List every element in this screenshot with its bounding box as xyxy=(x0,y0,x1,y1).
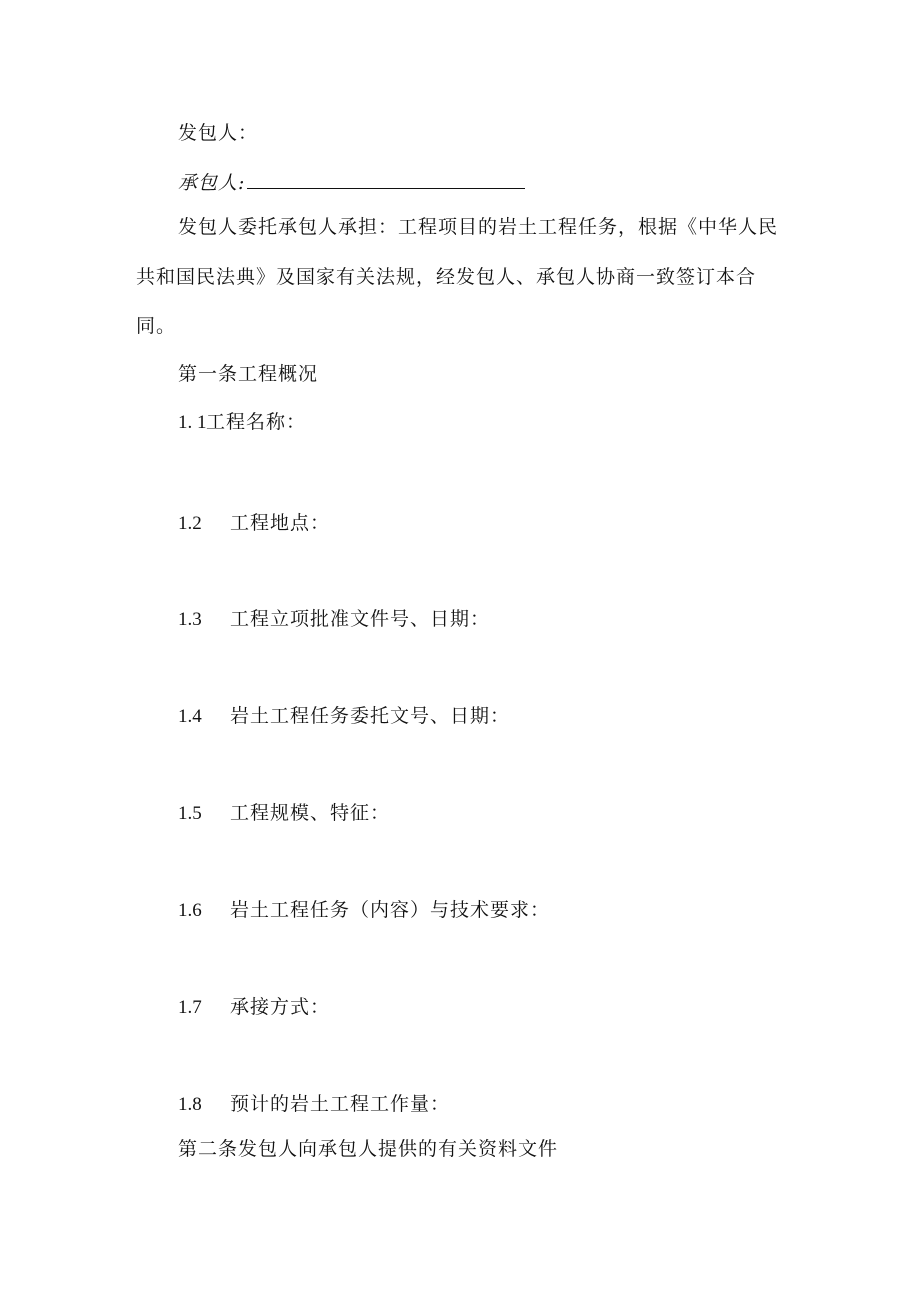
item-number: 1.3 xyxy=(178,609,202,630)
contractor-line xyxy=(178,168,525,196)
item-number: 1. 1 xyxy=(178,412,207,433)
item-number: 1.2 xyxy=(178,513,202,534)
article-2-title: 第二条发包人向承包人提供的有关资料文件 xyxy=(178,1138,559,1160)
intro-line-1: 发包人委托承包人承担：工程项目的岩土工程任务，根据《中华人民 xyxy=(178,216,779,238)
item-number: 1.5 xyxy=(178,803,202,824)
article-1-title: 第一条工程概况 xyxy=(178,363,319,385)
intro-line-3: 同。 xyxy=(136,315,177,337)
item-number: 1.6 xyxy=(178,900,202,921)
contractor-blank-field xyxy=(247,168,525,189)
intro-line-2: 共和国民法典》及国家有关法规，经发包人、承包人协商一致签订本合 xyxy=(136,266,757,288)
item-1-4 xyxy=(178,703,510,730)
item-label: 工程规模、特征： xyxy=(230,802,391,824)
item-number: 1.4 xyxy=(178,706,202,727)
employer-label: 发包人： xyxy=(178,122,259,144)
contractor-label: 承包人: xyxy=(178,172,246,194)
item-1-2 xyxy=(178,510,330,537)
item-1-1 xyxy=(178,409,306,436)
item-label: 承接方式： xyxy=(230,996,331,1018)
item-number: 1.8 xyxy=(178,1094,202,1115)
item-number: 1.7 xyxy=(178,997,202,1018)
item-label: 工程名称： xyxy=(206,411,307,433)
item-label: 预计的岩土工程工作量： xyxy=(230,1093,451,1115)
item-1-8 xyxy=(178,1091,450,1118)
item-label: 工程立项批准文件号、日期： xyxy=(230,608,491,630)
item-label: 岩土工程任务委托文号、日期： xyxy=(230,705,511,727)
item-1-3 xyxy=(178,606,490,633)
item-label: 岩土工程任务（内容）与技术要求： xyxy=(230,899,551,921)
item-1-5 xyxy=(178,800,390,827)
item-label: 工程地点： xyxy=(230,512,331,534)
item-1-6 xyxy=(178,897,550,924)
item-1-7 xyxy=(178,994,330,1021)
